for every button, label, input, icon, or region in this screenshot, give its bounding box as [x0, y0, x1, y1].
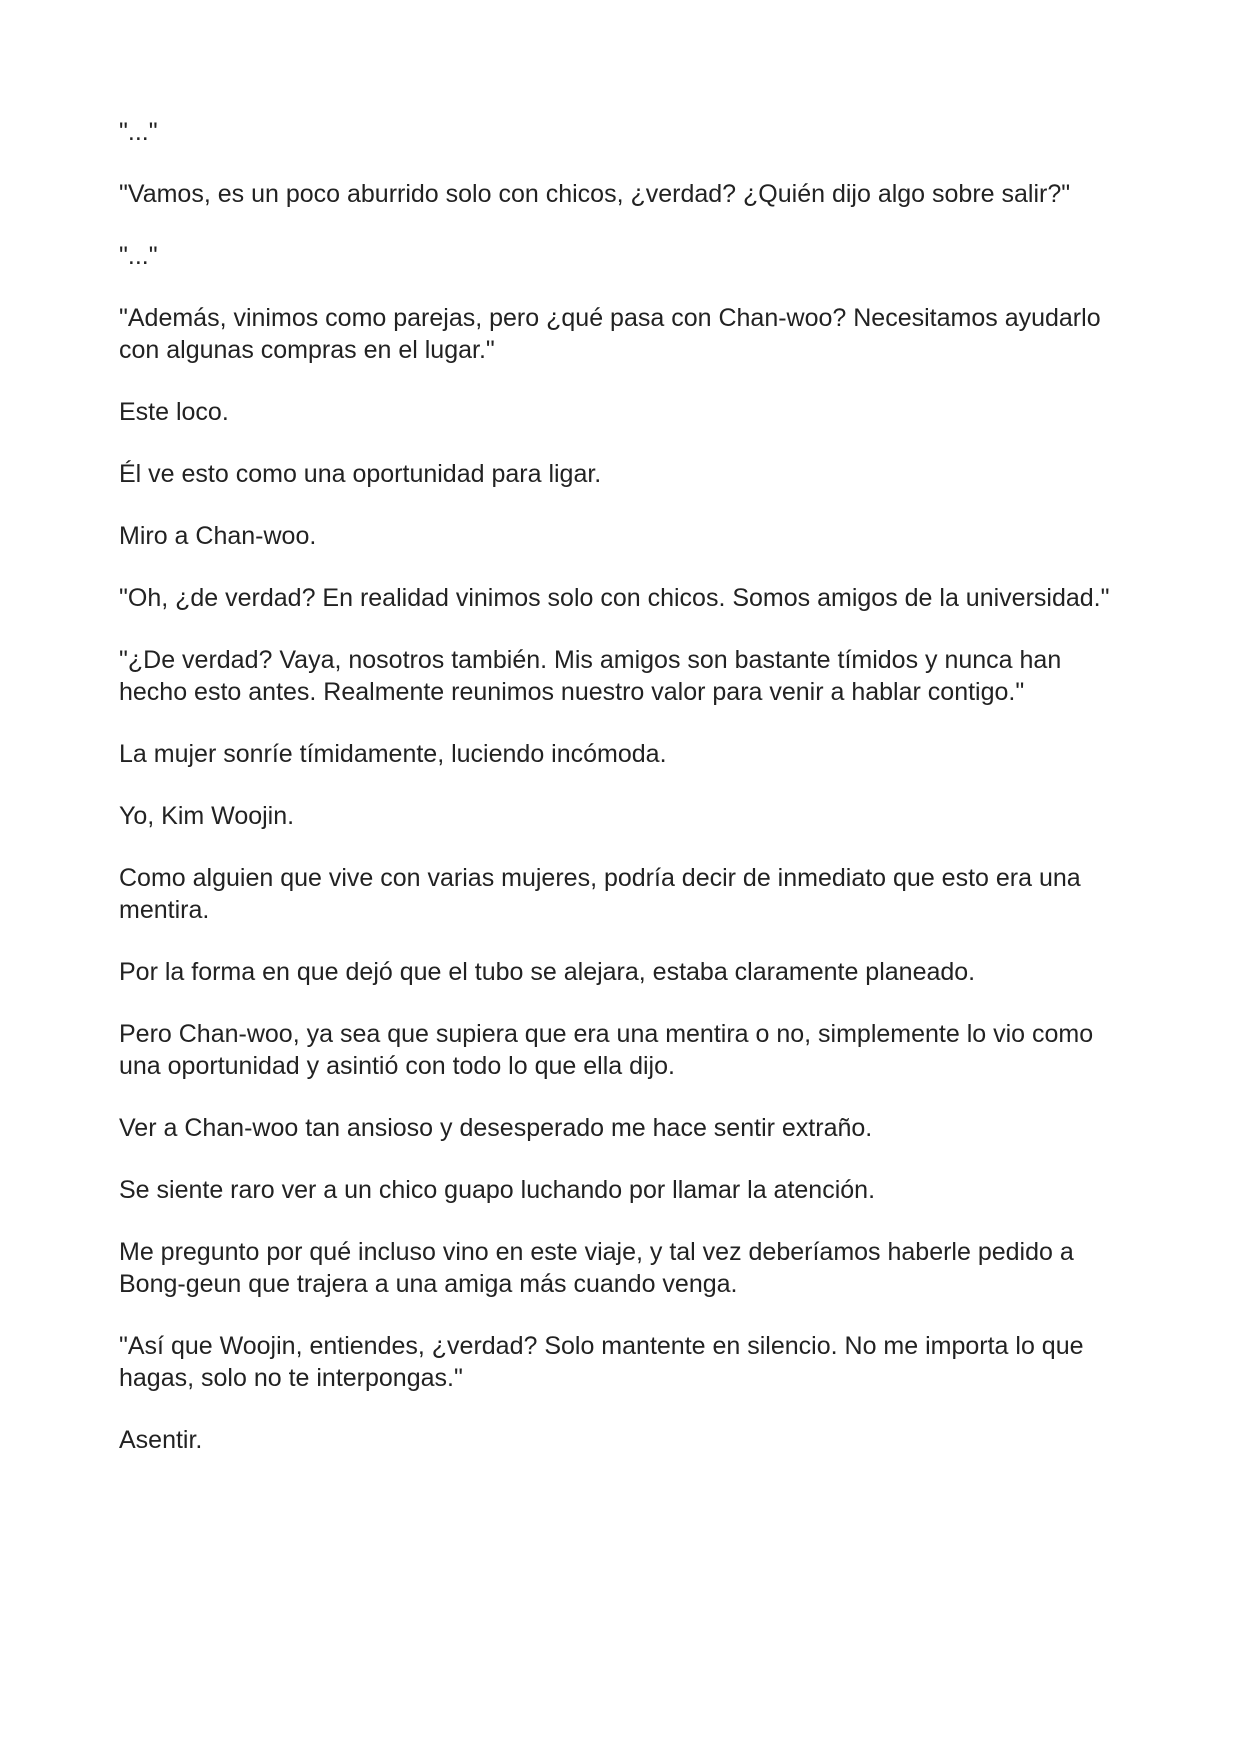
paragraph: "..." — [119, 242, 158, 270]
paragraph: Este loco. — [119, 398, 229, 426]
paragraph: Se siente raro ver a un chico guapo luchando por llamar la atención. — [119, 1176, 876, 1204]
paragraph: Miro a Chan-woo. — [119, 522, 317, 550]
paragraph: Pero Chan-woo, ya sea que supiera que era una mentira o no, simplemente lo vio como una oportunidad y asintió con todo lo que ella dijo. — [119, 1020, 1094, 1080]
paragraph: "Además, vinimos como parejas, pero ¿qué pasa con Chan-woo? Necesitamos ayudarlo con algunas compras en el lugar." — [119, 304, 1101, 364]
paragraph: "..." — [119, 118, 158, 146]
paragraph: "Así que Woojin, entiendes, ¿verdad? Solo mantente en silencio. No me importa lo que hagas, solo no te interpongas." — [119, 1332, 1084, 1392]
paragraph: "¿De verdad? Vaya, nosotros también. Mis amigos son bastante tímidos y nunca han hecho esto antes. Realmente reunimos nuestro valor para venir a hablar contigo." — [119, 646, 1062, 706]
paragraph: Ver a Chan-woo tan ansioso y desesperado me hace sentir extraño. — [119, 1114, 873, 1142]
paragraph: Él ve esto como una oportunidad para ligar. — [119, 460, 602, 488]
paragraph: Yo, Kim Woojin. — [119, 802, 295, 830]
paragraph: Asentir. — [119, 1426, 203, 1454]
paragraph: La mujer sonríe tímidamente, luciendo incómoda. — [119, 740, 667, 768]
paragraph: Como alguien que vive con varias mujeres, podría decir de inmediato que esto era una mentira. — [119, 864, 1081, 924]
paragraph: "Vamos, es un poco aburrido solo con chicos, ¿verdad? ¿Quién dijo algo sobre salir?" — [119, 180, 1071, 208]
paragraph: Por la forma en que dejó que el tubo se alejara, estaba claramente planeado. — [119, 958, 976, 986]
document-body — [119, 116, 1129, 1486]
paragraph: Me pregunto por qué incluso vino en este viaje, y tal vez deberíamos haberle pedido a Bong-geun que trajera a una amiga más cuando venga. — [119, 1238, 1074, 1298]
paragraph: "Oh, ¿de verdad? En realidad vinimos solo con chicos. Somos amigos de la universidad." — [119, 584, 1110, 612]
